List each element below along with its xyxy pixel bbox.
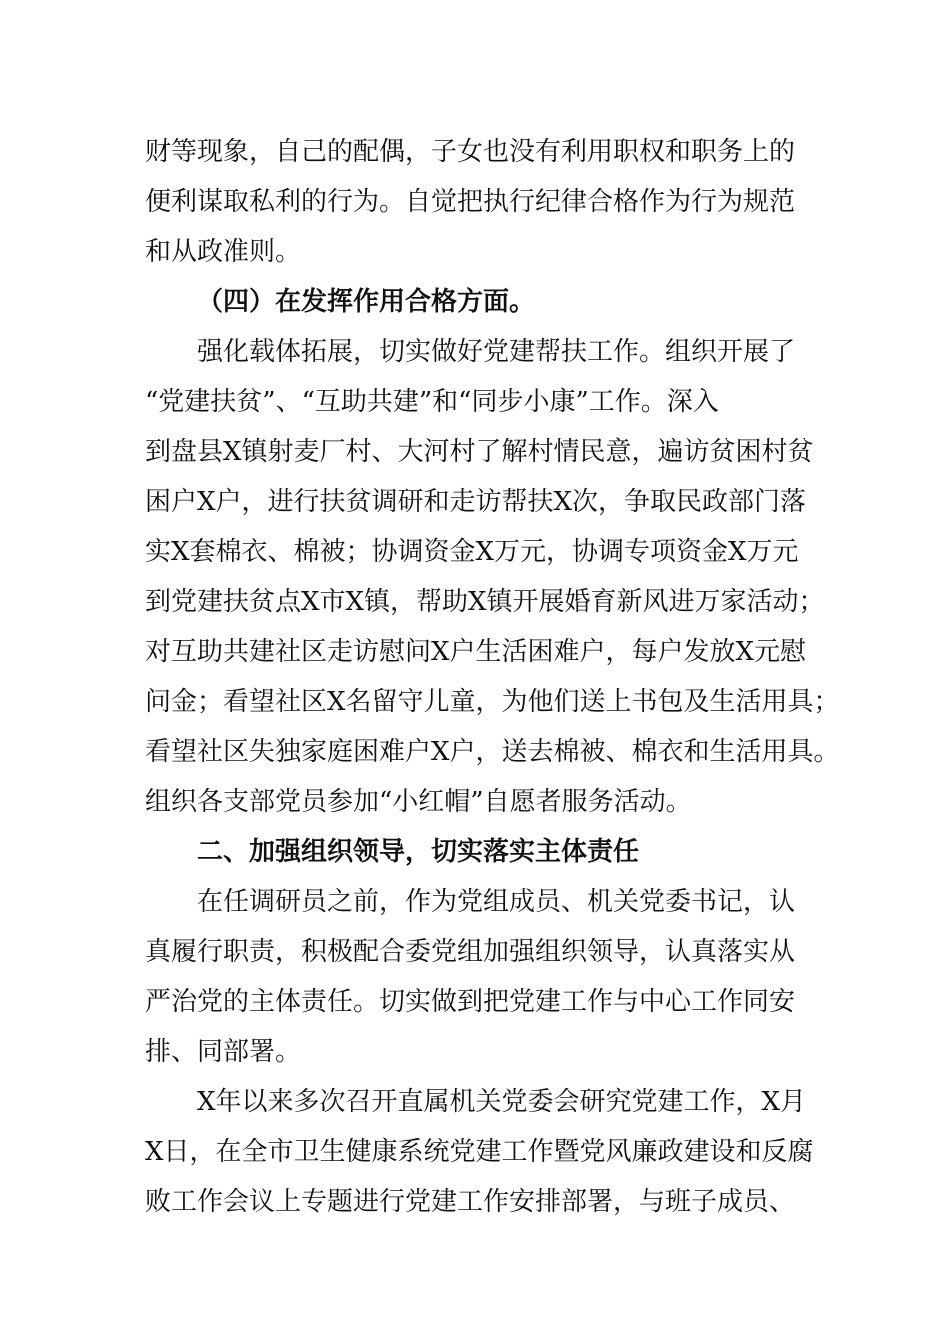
body-line: 强化载体拓展，切实做好党建帮扶工作。组织开展了: [197, 337, 796, 367]
body-line: 败工作会议上专题进行党建工作安排部署，与班子成员、: [145, 1187, 796, 1217]
body-line: 问金；看望社区X名留守儿童，为他们送上书包及生活用具；: [145, 687, 840, 717]
section-heading: （四）在发挥作用合格方面。: [197, 287, 536, 317]
body-line: 排、同部署。: [145, 1037, 302, 1067]
body-line: 到党建扶贫点X市X镇，帮助X镇开展婚育新风进万家活动；: [145, 587, 825, 617]
body-line: 便利谋取私利的行为。自觉把执行纪律合格作为行为规范: [145, 187, 796, 217]
body-line: 在任调研员之前，作为党组成员、机关党委书记，认: [197, 887, 796, 917]
body-line: X年以来多次召开直属机关党委会研究党建工作，X月: [197, 1087, 807, 1117]
body-line: 到盘县X镇射麦厂村、大河村了解村情民意，遍访贫困村贫: [145, 437, 814, 467]
body-line: 真履行职责，积极配合委党组加强组织领导，认真落实从: [145, 937, 796, 967]
body-line: 财等现象，自己的配偶，子女也没有利用职权和职务上的: [145, 137, 796, 167]
body-line: 严治党的主体责任。切实做到把党建工作与中心工作同安: [145, 987, 796, 1017]
body-line: 组织各支部党员参加“小红帽”自愿者服务活动。: [145, 787, 692, 817]
body-line: 困户X户，进行扶贫调研和走访帮扶X次，争取民政部门落: [145, 487, 807, 517]
body-line: “党建扶贫”、“互助共建”和“同步小康”工作。深入: [145, 387, 719, 417]
body-line: 对互助共建社区走访慰问X户生活困难户，每户发放X元慰: [145, 637, 807, 667]
body-line: 看望社区失独家庭困难户X户，送去棉被、棉衣和生活用具。: [145, 737, 840, 767]
body-line: 实X套棉衣、棉被；协调资金X万元，协调专项资金X万元: [145, 537, 799, 567]
section-heading: 二、加强组织领导，切实落实主体责任: [197, 837, 640, 867]
body-line: 和从政准则。: [145, 237, 302, 267]
body-line: X日，在全市卫生健康系统党建工作暨党风廉政建设和反腐: [145, 1137, 814, 1167]
